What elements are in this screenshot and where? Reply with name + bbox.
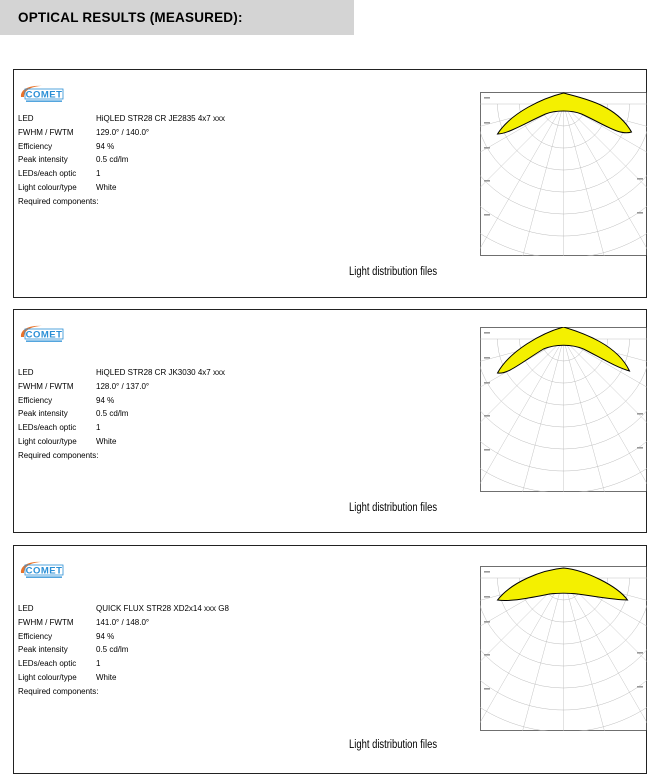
polar-diagram [480, 327, 647, 492]
spec-value: 1 [96, 169, 101, 179]
svg-text:COMET: COMET [25, 565, 63, 577]
spec-value: White [96, 436, 117, 446]
light-distribution-files-link[interactable]: Light distribution files [349, 739, 438, 751]
section-header [0, 0, 354, 35]
spec-label: Light colour/type [18, 672, 77, 682]
optic-card [13, 309, 647, 533]
spec-label: LEDs/each optic [18, 659, 77, 669]
spec-value: 94 % [96, 141, 115, 151]
polar-diagram [480, 566, 647, 731]
spec-label: LED [18, 368, 34, 377]
spec-value: HiQLED STR28 CR JE2835 4x7 xxx [96, 114, 225, 123]
spec-value: 0.5 cd/lm [96, 645, 129, 655]
light-distribution-files-link[interactable]: Light distribution files [349, 266, 438, 278]
spec-label: Required components: [18, 196, 99, 206]
spec-label: LEDs/each optic [18, 169, 77, 179]
spec-label: Efficiency [18, 631, 53, 641]
optic-card [13, 545, 647, 774]
spec-label: Efficiency [18, 141, 53, 151]
spec-value: 129.0° / 140.0° [96, 127, 150, 137]
spec-value: QUICK FLUX STR28 XD2x14 xxx G8 [96, 604, 229, 613]
spec-label: LEDs/each optic [18, 423, 77, 433]
spec-label: Peak intensity [18, 645, 68, 655]
spec-label: Peak intensity [18, 409, 68, 419]
spec-value: 1 [96, 659, 101, 669]
section-title: OPTICAL RESULTS (MEASURED): [18, 10, 243, 25]
spec-value: White [96, 672, 117, 682]
comet-logo [18, 558, 66, 582]
spec-label: LED [18, 604, 34, 613]
spec-label: FWHM / FWTM [18, 381, 74, 391]
spec-value: 1 [96, 423, 101, 433]
spec-label: LED [18, 114, 34, 123]
optic-card [13, 69, 647, 298]
spec-label: Light colour/type [18, 182, 77, 192]
polar-diagram [480, 92, 647, 256]
spec-value: 0.5 cd/lm [96, 155, 129, 165]
spec-label: Efficiency [18, 395, 53, 405]
light-distribution-files-link[interactable]: Light distribution files [349, 502, 438, 514]
spec-label: Required components: [18, 686, 99, 696]
svg-text:COMET: COMET [25, 329, 63, 341]
spec-label: Required components: [18, 450, 99, 460]
spec-value: 94 % [96, 631, 115, 641]
spec-value: White [96, 182, 117, 192]
spec-value: 128.0° / 137.0° [96, 381, 150, 391]
spec-label: Light colour/type [18, 436, 77, 446]
spec-label: FWHM / FWTM [18, 617, 74, 627]
spec-value: HiQLED STR28 CR JK3030 4x7 xxx [96, 368, 225, 377]
spec-value: 141.0° / 148.0° [96, 617, 150, 627]
comet-logo [18, 322, 66, 346]
comet-logo [18, 82, 66, 106]
spec-label: FWHM / FWTM [18, 127, 74, 137]
svg-text:COMET: COMET [25, 89, 63, 101]
spec-value: 94 % [96, 395, 115, 405]
spec-value: 0.5 cd/lm [96, 409, 129, 419]
spec-label: Peak intensity [18, 155, 68, 165]
